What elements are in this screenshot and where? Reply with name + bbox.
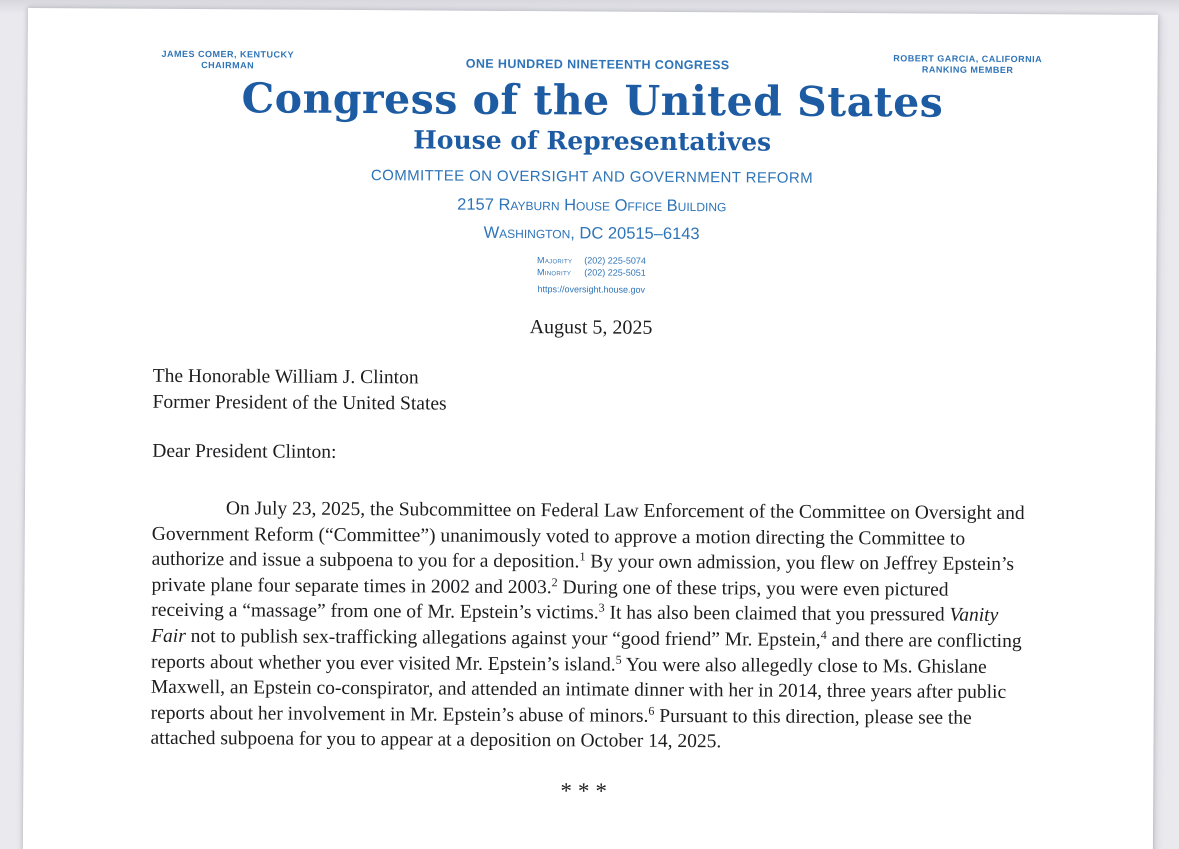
congress-session: ONE HUNDRED NINETEENTH CONGRESS: [465, 56, 730, 73]
recipient-name: The Honorable William J. Clinton: [152, 365, 419, 389]
letter-date: August 5, 2025: [529, 316, 653, 339]
majority-phone-label: Majority: [537, 255, 573, 266]
body-segment-sup: 1: [579, 549, 586, 564]
body-segment-sup: 6: [648, 703, 655, 718]
body-segment-italic: Vanity Fair: [151, 605, 999, 647]
committee-name: COMMITTEE ON OVERSIGHT AND GOVERNMENT REFORM: [370, 167, 814, 187]
ranking-member-block: [848, 53, 1088, 76]
body-segment-sup: 4: [820, 627, 827, 642]
salutation: Dear President Clinton:: [152, 440, 337, 463]
letterhead: [26, 48, 1157, 298]
ranking-member-title: RANKING MEMBER: [921, 64, 1014, 76]
letter-page: [20, 8, 1158, 849]
letter-body-paragraph: [150, 496, 1025, 757]
body-segment-sup: 3: [598, 600, 605, 615]
body-segment-sup: 5: [615, 652, 622, 667]
body-segment-normal: You were also allegedly close to Ms. Ghislane Maxwell, an Epstein co-conspirator, and attended an intimate dinner with her in 2014, three years after public reports about her involvement in Mr. Epstein’s abuse of minors.: [150, 654, 1007, 727]
website-url: https://oversight.house.gov: [537, 284, 646, 295]
congress-title: Congress of the United States: [241, 74, 944, 127]
chairman-block: [108, 48, 348, 71]
body-segment-normal: On July 23, 2025, the Subcommittee on Federal Law Enforcement of the Committee on Oversight and Government Reform (“Committee”) unanimously voted to approve a motion directing the Committee to authorize and issue a subpoena to you for a deposition.: [151, 498, 1025, 573]
section-break-stars: ***: [560, 778, 614, 804]
body-segment-normal: Pursuant to this direction, please see the attached subpoena for you to appear at a deposition on October 14, 2025.: [150, 705, 972, 753]
body-segment-normal: During one of these trips, you were even pictured receiving a “massage” from one of Mr. Epstein’s victims.: [151, 577, 949, 624]
phone-block: [537, 255, 646, 279]
letterhead-top-row: [28, 48, 1158, 77]
body-segment-normal: not to publish sex-trafficking allegations against your “good friend” Mr. Epstein,: [185, 625, 821, 651]
minority-phone-label: Minority: [536, 267, 572, 278]
address-line-building: 2157 Rayburn House Office Building: [457, 195, 727, 216]
recipient-block: [153, 364, 1026, 421]
body-segment-normal: and there are conflicting reports about whether you ever visited Mr. Epstein’s island.: [150, 629, 1022, 676]
body-segment-normal: It has also been claimed that you pressured: [604, 602, 950, 627]
house-subtitle: House of Representatives: [413, 125, 772, 157]
recipient-title: Former President of the United States: [152, 391, 447, 415]
chairman-title: CHAIRMAN: [201, 60, 255, 71]
body-segment-sup: 2: [551, 574, 558, 590]
majority-phone-number: (202) 225-5074: [584, 255, 646, 266]
letter-content: [150, 364, 1026, 807]
address-line-city: Washington, DC 20515–6143: [483, 223, 700, 244]
ranking-member-name: ROBERT GARCIA, CALIFORNIA: [893, 53, 1043, 65]
minority-phone-number: (202) 225-5051: [584, 267, 646, 278]
body-segment-normal: By your own admission, you flew on Jeffrey Epstein’s private plane four separate times in 2002 and 2003.: [151, 551, 1015, 598]
chairman-name: JAMES COMER, KENTUCKY: [161, 48, 295, 60]
